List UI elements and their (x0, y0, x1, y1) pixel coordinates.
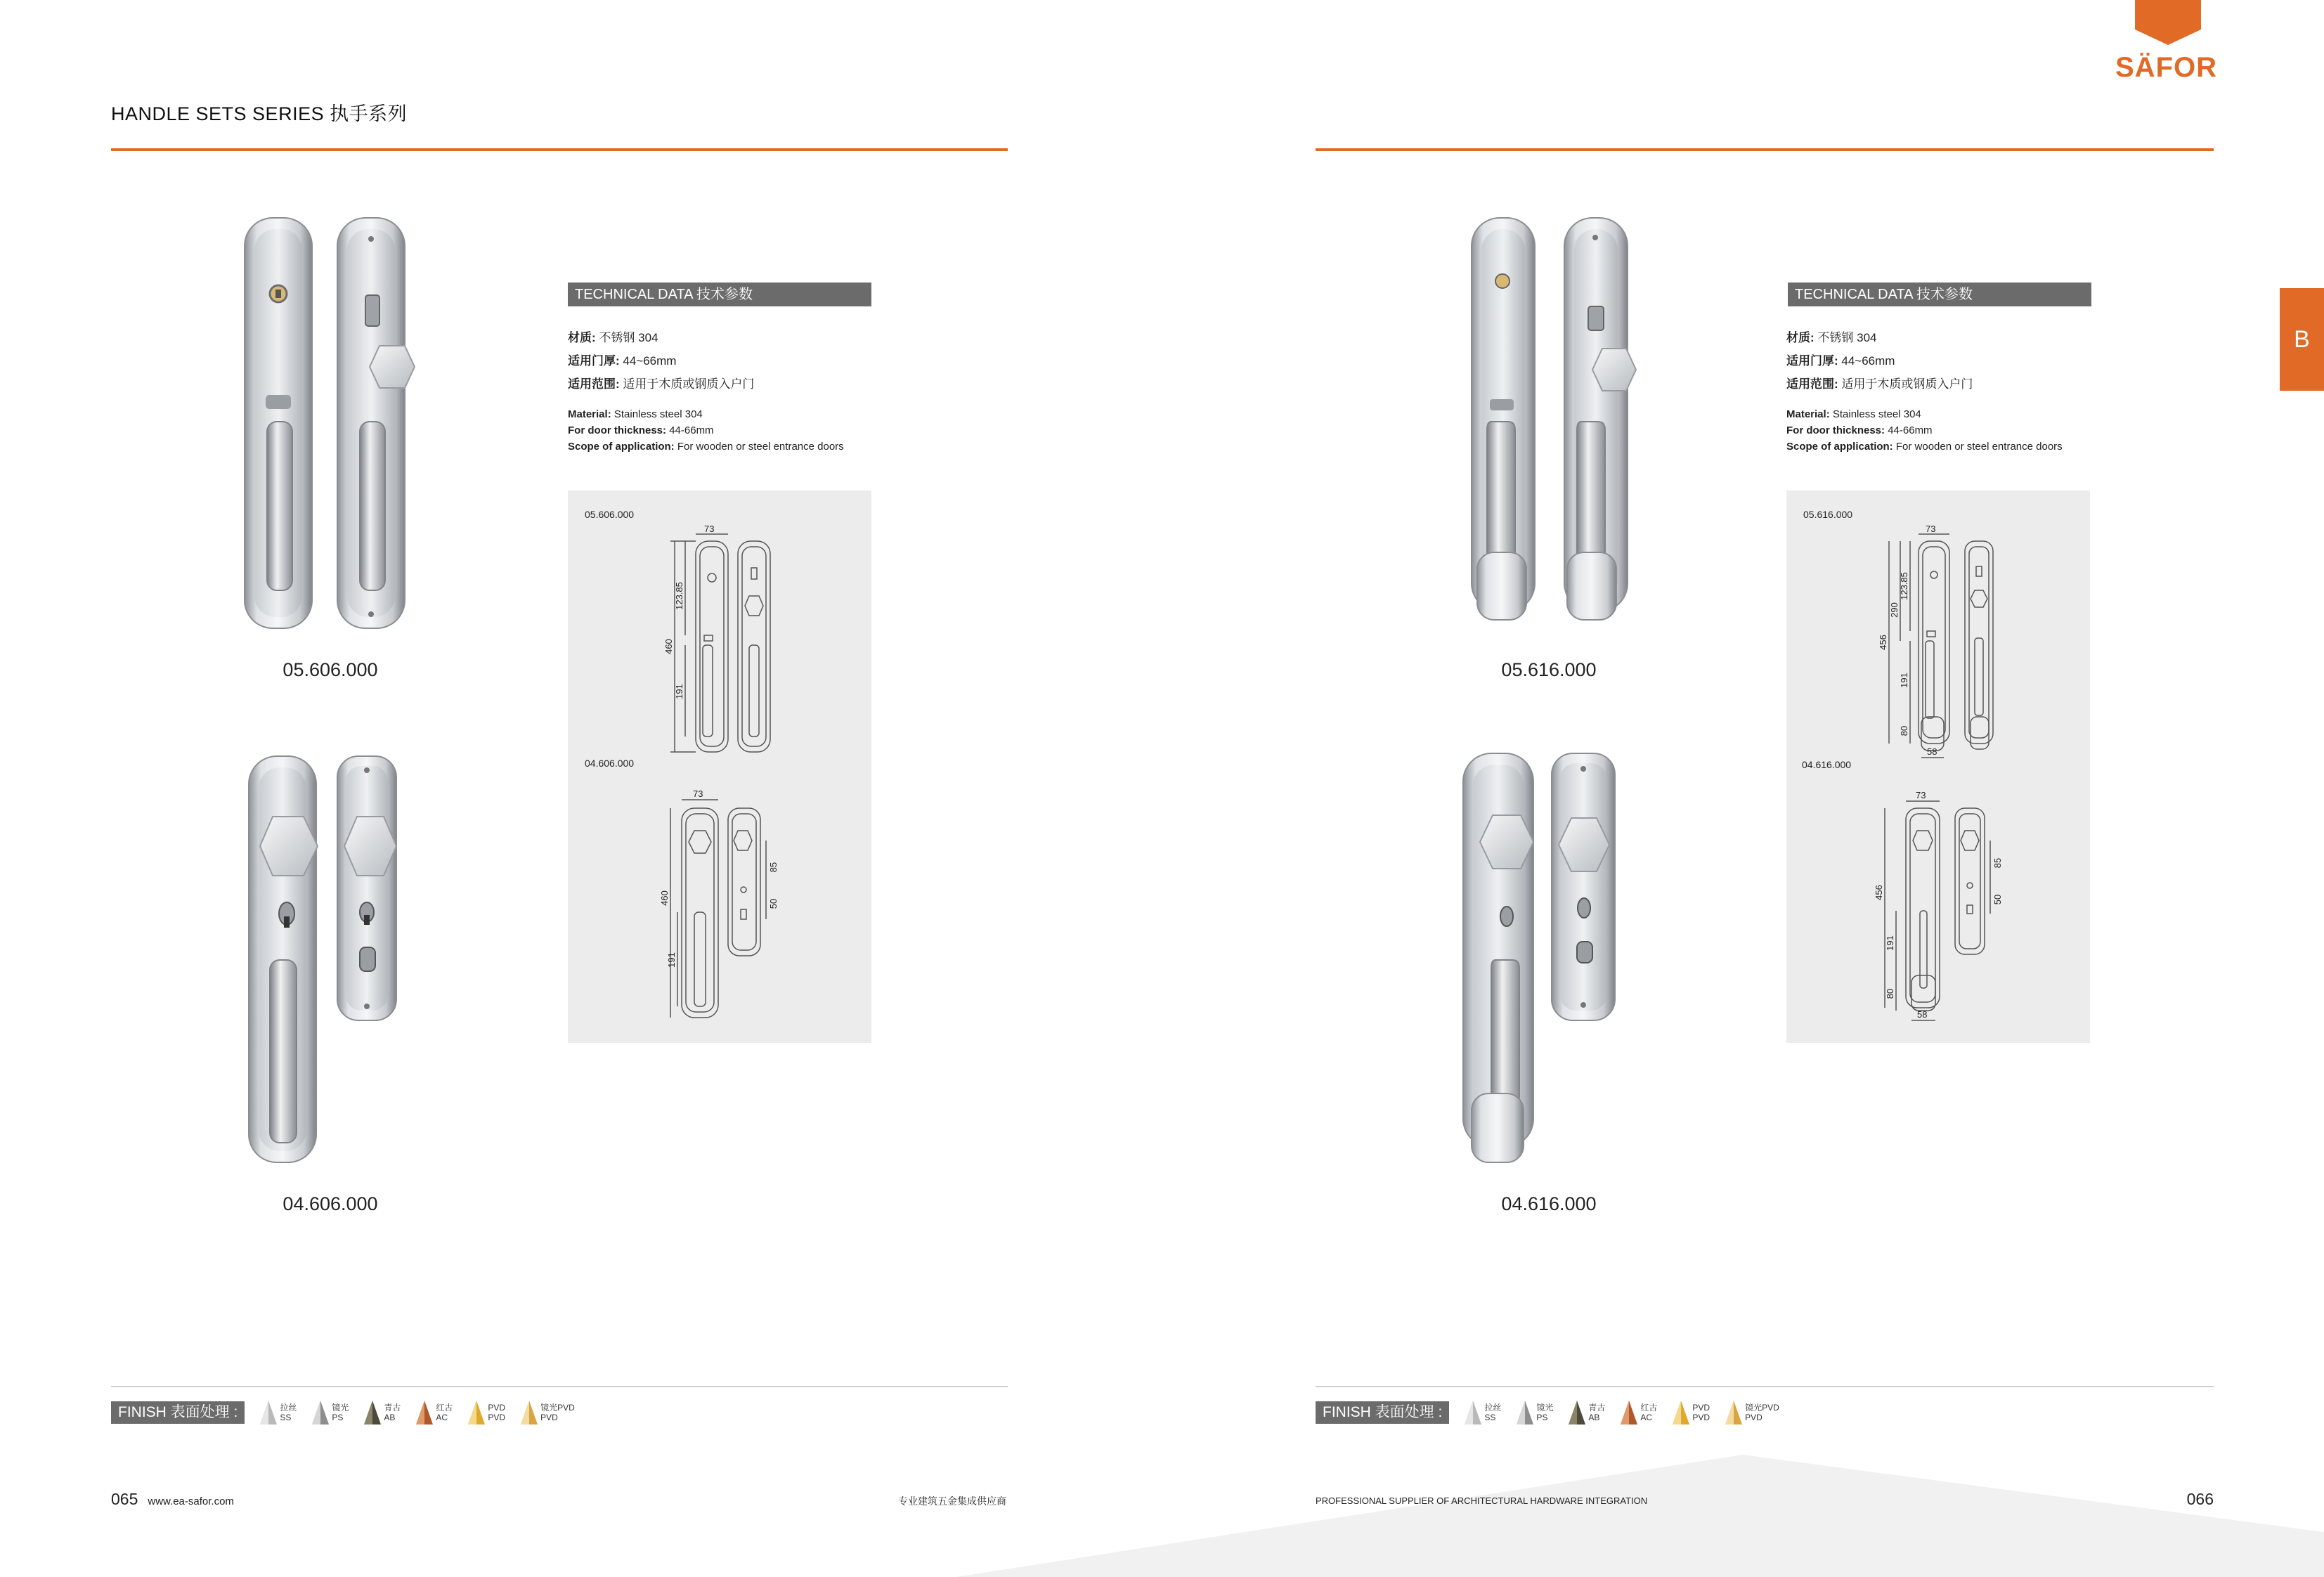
finish-swatch-ss: 拉丝 SS (260, 1401, 297, 1425)
finish-rule-right (1316, 1386, 2214, 1387)
cone-icon (1621, 1401, 1637, 1425)
finish-swatch-mirror-pvd: 镜光PVD PVD (521, 1401, 575, 1425)
spec-material-cn: 材质: 不锈钢 304 (568, 331, 658, 344)
finish-swatch-ab: 青古 AB (1569, 1401, 1605, 1425)
dim-label: 73 (704, 524, 715, 534)
dim-label: 123.85 (1899, 572, 1909, 600)
section-tab[interactable]: B (2280, 288, 2324, 391)
product-code: 04.616.000 (1501, 1193, 1597, 1214)
dim-label: 58 (1927, 746, 1937, 757)
dim-label: 456 (1878, 635, 1888, 650)
header-rule-right (1316, 148, 2214, 151)
technical-cn-block (1786, 326, 1973, 396)
series-title: HANDLE SETS SERIES 执手系列 (111, 103, 408, 124)
product-image-04-616 (1462, 745, 1644, 1167)
spec-material-en: Material: Stainless steel 304 (568, 408, 703, 420)
drawing-code: 04.606.000 (585, 758, 635, 769)
product-code: 05.616.000 (1501, 659, 1597, 680)
technical-en-block (568, 406, 844, 455)
website-link[interactable]: www.ea-safor.com (148, 1495, 234, 1507)
spec-thickness-en: For door thickness: 44-66mm (568, 424, 714, 436)
cone-icon (1465, 1401, 1481, 1425)
finish-swatch-ac: 红古 AC (416, 1401, 453, 1425)
dim-label: 73 (1916, 790, 1926, 800)
cone-icon (364, 1401, 381, 1425)
product-code: 04.606.000 (283, 1193, 378, 1214)
finish-swatch-ss: 拉丝 SS (1465, 1401, 1501, 1425)
dim-label: 460 (659, 890, 670, 906)
technical-en-block (1786, 406, 2063, 455)
spec-thickness-en: For door thickness: 44-66mm (1786, 424, 1933, 436)
finish-row-left (111, 1401, 575, 1425)
cone-icon (521, 1401, 538, 1425)
finish-swatch-ac: 红古 AC (1621, 1401, 1657, 1425)
cone-icon (468, 1401, 485, 1425)
spec-scope-cn: 适用范围: 适用于木质或钢质入户门 (568, 377, 755, 391)
cone-icon (416, 1401, 433, 1425)
cone-icon (260, 1401, 277, 1425)
dim-label: 73 (1926, 524, 1936, 534)
dim-label: 191 (1885, 935, 1895, 951)
technical-drawing-05-616 (1869, 526, 2010, 765)
technical-cn-block (568, 326, 754, 396)
footer-tagline-en: PROFESSIONAL SUPPLIER OF ARCHITECTURAL HARDWARE INTEGRATION (1316, 1495, 1648, 1506)
cone-icon (1517, 1401, 1533, 1425)
footer-left (111, 1490, 234, 1509)
cone-icon (312, 1401, 329, 1425)
finish-row-right (1316, 1401, 1779, 1425)
cone-icon (1673, 1401, 1689, 1425)
dim-label: 460 (663, 639, 674, 654)
brand-logo-icon (2135, 0, 2201, 45)
dim-label: 290 (1889, 602, 1900, 618)
drawing-code: 05.616.000 (1803, 509, 1853, 520)
dim-label: 456 (1874, 885, 1884, 900)
finish-swatch-ab: 青古 AB (364, 1401, 401, 1425)
technical-data-header: TECHNICAL DATA 技术参数 (1788, 283, 2091, 306)
dim-label: 85 (768, 862, 779, 873)
dim-label: 80 (1899, 725, 1909, 736)
dim-label: 73 (693, 788, 703, 799)
dim-label: 80 (1885, 988, 1895, 999)
footer-tagline-cn: 专业建筑五金集成供应商 (898, 1495, 1006, 1507)
drawing-code: 05.606.000 (585, 509, 635, 520)
spec-scope-en: Scope of application: For wooden or steel entrance doors (568, 441, 844, 453)
spec-scope-en: Scope of application: For wooden or steel entrance doors (1786, 441, 2063, 453)
product-image-05-616 (1462, 211, 1644, 632)
finish-swatch-ps: 镜光 PS (312, 1401, 349, 1425)
dim-label: 50 (1992, 894, 2003, 905)
finish-swatch-pvd: PVD PVD (1673, 1401, 1710, 1425)
finish-label: FINISH 表面处理 : (1316, 1401, 1449, 1424)
dim-label: 58 (1917, 1009, 1928, 1020)
page-number: 065 (111, 1490, 138, 1508)
technical-drawing-04-606 (661, 786, 787, 1025)
finish-rule-left (111, 1386, 1008, 1387)
dim-label: 191 (666, 952, 677, 968)
finish-swatch-pvd: PVD PVD (468, 1401, 505, 1425)
brand-logo-text: SÄFOR (2115, 52, 2217, 83)
finish-swatch-ps: 镜光 PS (1517, 1401, 1553, 1425)
technical-data-header: TECHNICAL DATA 技术参数 (568, 283, 871, 306)
dim-label: 191 (674, 684, 684, 699)
cone-icon (1569, 1401, 1585, 1425)
spec-thickness-cn: 适用门厚: 44~66mm (1786, 354, 1895, 368)
spec-material-en: Material: Stainless steel 304 (1786, 408, 1921, 420)
finish-swatch-mirror-pvd: 镜光PVD PVD (1725, 1401, 1779, 1425)
spec-scope-cn: 适用范围: 适用于木质或钢质入户门 (1786, 377, 1973, 391)
dim-label: 123.85 (674, 582, 684, 610)
drawing-code: 04.616.000 (1802, 759, 1852, 770)
page-number: 066 (2186, 1490, 2214, 1508)
product-image-05-606 (239, 211, 422, 632)
dim-label: 85 (1992, 857, 2003, 869)
finish-label: FINISH 表面处理 : (111, 1401, 245, 1424)
cone-icon (1725, 1401, 1742, 1425)
header-rule-left (111, 148, 1008, 151)
dim-label: 191 (1899, 673, 1909, 688)
decorative-background-shape (956, 1455, 2324, 1577)
spec-thickness-cn: 适用门厚: 44~66mm (568, 354, 677, 368)
technical-drawing-05-606 (661, 526, 787, 758)
technical-drawing-04-616 (1869, 787, 2010, 1033)
spec-material-cn: 材质: 不锈钢 304 (1786, 331, 1877, 344)
product-code: 05.606.000 (283, 659, 378, 680)
dim-label: 50 (768, 898, 779, 909)
product-image-04-606 (239, 745, 422, 1167)
